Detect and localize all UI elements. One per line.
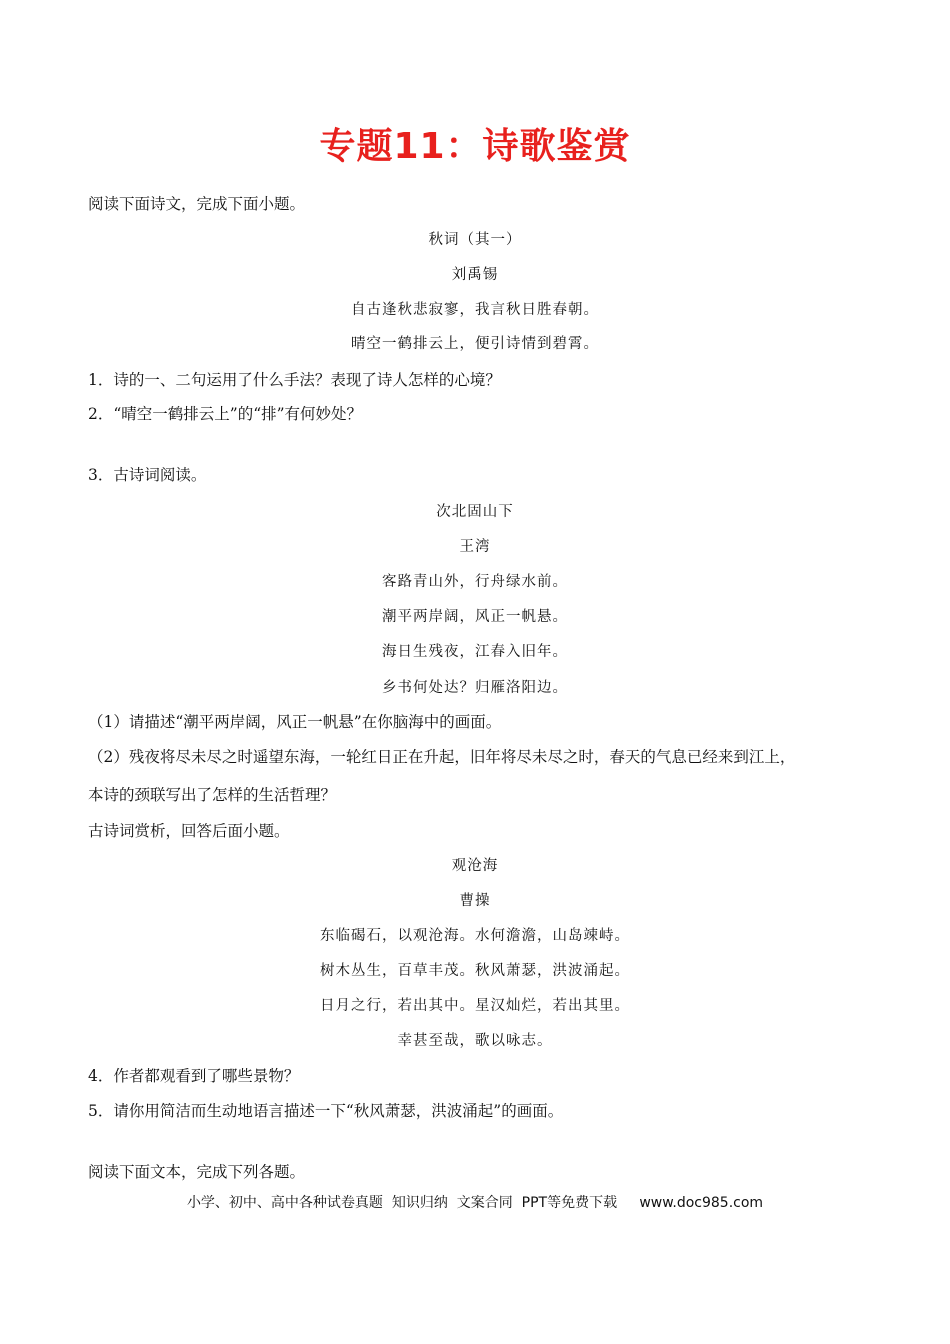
question-4: 4．作者都观看到了哪些景物？ [88, 1067, 300, 1085]
poem3-line: 日月之行，若出其中。星汉灿烂，若出其里。 [320, 998, 630, 1014]
question-2: 2．“晴空一鹤排云上”的“排”有何妙处？ [88, 405, 363, 423]
poem3-author: 曹操 [459, 893, 491, 909]
poem1-line: 自古逢秋悲寂寥，我言秋日胜春朝。 [351, 302, 599, 318]
question-3-2-cont: 本诗的颈联写出了怎样的生活哲理？ [88, 786, 337, 804]
section3-intro: 古诗词赏析，回答后面小题。 [88, 822, 290, 840]
poem2-author: 王湾 [459, 539, 491, 555]
poem1-line: 晴空一鹤排云上，便引诗情到碧霄。 [351, 336, 599, 352]
poem3-line: 东临碣石，以观沧海。水何澹澹，山岛竦峙。 [320, 928, 630, 944]
poem3-title: 观沧海 [451, 858, 499, 874]
question-3-2: （2）残夜将尽未尽之时遥望东海，一轮红日正在升起，旧年将尽未尽之时，春天的气息已经来到江上， [88, 748, 796, 766]
question-5: 5．请你用简洁而生动地语言描述一下“秋风萧瑟，洪波涌起”的画面。 [88, 1102, 564, 1120]
poem2-line: 海日生残夜，江春入旧年。 [382, 644, 568, 660]
poem2-line: 潮平两岸阔，风正一帆悬。 [382, 609, 568, 625]
footer-text: 小学、初中、高中各种试卷真题 知识归纳 文案合同 PPT等免费下载 www.doc985.com [186, 1195, 764, 1211]
poem1-author: 刘禹锡 [451, 267, 499, 283]
poem2-title: 次北固山下 [436, 504, 514, 520]
poem3-line: 树木丛生，百草丰茂。秋风萧瑟，洪波涌起。 [320, 963, 630, 979]
question-1: 1．诗的一、二句运用了什么手法？表现了诗人怎样的心境？ [88, 371, 501, 389]
page-title: 专题11：诗歌鉴赏 [319, 126, 631, 167]
poem1-title: 秋词（其一） [428, 232, 522, 248]
question-3-1: （1）请描述“潮平两岸阔，风正一帆悬”在你脑海中的画面。 [88, 713, 502, 731]
question-3: 3．古诗词阅读。 [88, 466, 207, 484]
poem2-line: 乡书何处达？归雁洛阳边。 [382, 680, 568, 696]
section1-intro: 阅读下面诗文，完成下面小题。 [88, 195, 306, 213]
poem3-line: 幸甚至哉，歌以咏志。 [397, 1033, 553, 1049]
poem2-line: 客路青山外，行舟绿水前。 [382, 574, 568, 590]
section4-intro: 阅读下面文本，完成下列各题。 [88, 1163, 306, 1181]
